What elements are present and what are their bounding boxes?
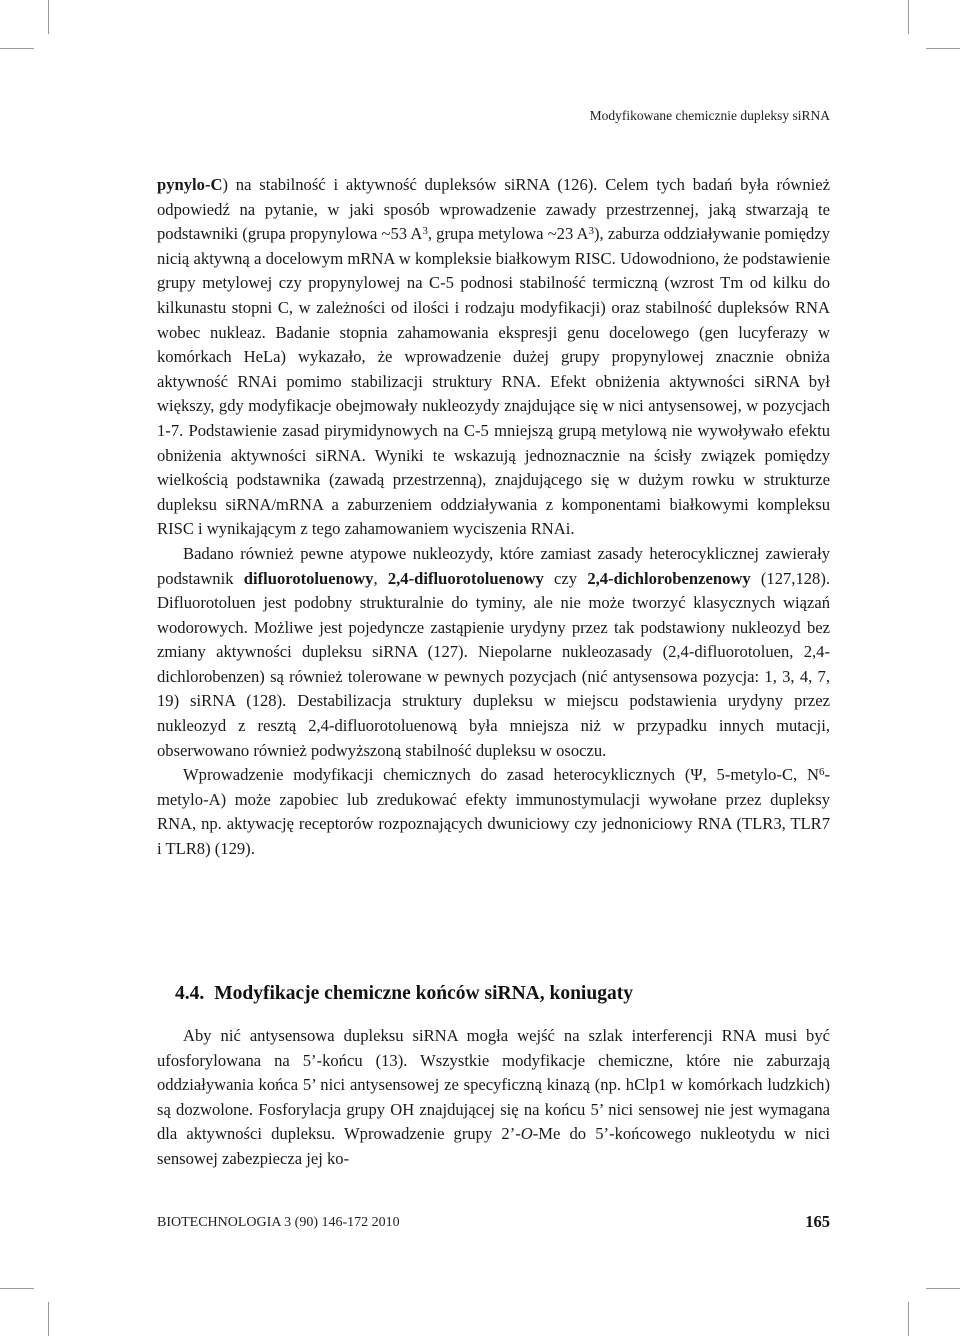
superscript: 6	[818, 766, 825, 779]
text-run: (127,128). Difluorotoluen jest podobny strukturalnie do tyminy, ale nie może tworzyć klasycznych wiązań wodorowych. Możliwe jest pojedyncze zastąpienie urydyny przez tak podstawiony nukleozyd bez zmiany aktywności dupleksu siRNA (127). Niepolarne nukleozasady (2,4-difluorotoluen, 2,4-dichlorobenzen) są również tolerowane w pewnych pozycjach (nić antysensowa pozycja: 1, 3, 4, 7, 19) siRNA (128). Destabilizacja struktury dupleksu w miejscu podstawienia urydyny przez nukleozyd z resztą 2,4-difluorotoluenową była mniejsza niż w przypadku innych mutacji, obserwowano również podwyższoną stabilność dupleksu w osoczu.	[157, 568, 831, 760]
bold-term: pynylo-C	[157, 175, 223, 194]
crop-mark	[48, 1302, 49, 1336]
italic-term: O	[520, 1124, 533, 1144]
bold-term: 2,4-difluorotoluenowy	[387, 568, 544, 588]
crop-mark	[0, 48, 34, 49]
section-number: 4.4.	[175, 983, 205, 1004]
text-run: -metylo-A) może zapobiec lub zredukować efekty immunostymulacji wywołane przez dupleksy RNA, np. aktywację receptorów rozpoznających dwuniciowy czy jednoniciowy RNA (TLR3, TLR7 i TLR8) (129).	[157, 765, 830, 859]
crop-mark	[908, 1302, 909, 1336]
text-run: Aby nić antysensowa dupleksu siRNA mogła wejść na szlak interferencji RNA musi być ufosforylowana na 5’-końcu (13). Wszystkie modyfikacje chemiczne, które nie zaburzają oddziaływania końca 5’ nici antysensowej ze specyficzną kinazą (np. hClp1 w komórkach ludzkich) są dozwolone. Fosforylacja grupy OH znajdującej się na końcu 5’ nici sensowej nie jest wymagana dla aktywności dupleksu. Wprowadzenie grupy 2’-	[157, 1026, 830, 1144]
paragraph	[157, 173, 830, 542]
crop-mark	[926, 48, 960, 49]
crop-mark	[908, 0, 909, 34]
text-run: -Me do 5’-końcowego nukleotydu w nici sensowej zabezpiecza jej ko-	[157, 1124, 830, 1168]
body-text-lower	[157, 1024, 830, 1172]
paragraph	[157, 763, 830, 861]
superscript: 3	[422, 225, 428, 238]
running-head: Modyfikowane chemicznie dupleksy siRNA	[589, 108, 830, 123]
text-run: ,	[373, 568, 388, 588]
crop-mark	[926, 1288, 960, 1289]
section-title: Modyfikacje chemiczne końców siRNA, koniugaty	[214, 983, 633, 1004]
section-heading	[175, 983, 643, 1005]
superscript: 3	[588, 225, 595, 238]
body-text-upper	[157, 173, 830, 862]
bold-term: difluorotoluenowy	[243, 568, 374, 588]
bold-term: 2,4-dichlorobenzenowy	[587, 568, 751, 588]
footer-journal: BIOTECHNOLOGIA 3 (90) 146-172 2010	[157, 1215, 400, 1230]
text-run: czy	[543, 568, 588, 588]
paragraph	[157, 1024, 830, 1172]
text-run: , grupa metylowa ~23 A	[427, 224, 589, 244]
text-run: Badano również pewne atypowe nukleozydy, które zamiast zasady heterocyklicznej zawierały podstawnik	[157, 543, 830, 588]
text-run: ) na stabilność i aktywność dupleksów siRNA (126). Celem tych badań była również odpowiedź na pytanie, w jaki sposób wprowadzenie zawady przestrzennej, jaką stwarzają te podstawniki (grupa propynylowa ~53 A	[157, 175, 830, 244]
text-run: ), zaburza oddziaływanie pomiędzy nicią aktywną a docelowym mRNA w kompleksie białkowym RISC. Udowodniono, że podstawienie grupy metylowej czy propynylowej na C-5 podnosi stabilność termiczną (wzrost Tm od kilku do kilkunastu stopni C, w zależności od ilości i rodzaju modyfikacji) oraz stabilność dupleksów RNA wobec nukleaz. Badanie stopnia zahamowania ekspresji genu docelowego (gen lucyferazy w komórkach HeLa) wykazało, że wprowadzenie dużej grupy propynylowej znacznie obniża aktywność RNAi pomimo stabilizacji struktury RNA. Efekt obniżenia aktywności siRNA był większy, gdy modyfikacje obejmowały nukleozydy znajdujące się w nici antysensowej, w pozycjach 1-7. Podstawienie zasad pirymidynowych na C-5 mniejszą grupą metylową nie wywoływało efektu obniżenia aktywności siRNA. Wyniki te wskazują jednoznacznie na ścisły związek pomiędzy wielkością podstawnika (zawadą przestrzenną), znajdującego się w dużym rowku w strukturze dupleksu siRNA/mRNA a zaburzeniem oddziaływania z komponentami białkowymi kompleksu RISC i wynikającym z tego zahamowaniem wyciszenia RNAi.	[157, 224, 830, 539]
crop-mark	[0, 1288, 34, 1289]
page-number: 165	[805, 1212, 830, 1231]
crop-mark	[48, 0, 49, 34]
paragraph	[157, 542, 830, 763]
text-run: Wprowadzenie modyfikacji chemicznych do zasad heterocyklicznych (Ψ, 5-metylo-C, N	[183, 765, 819, 785]
